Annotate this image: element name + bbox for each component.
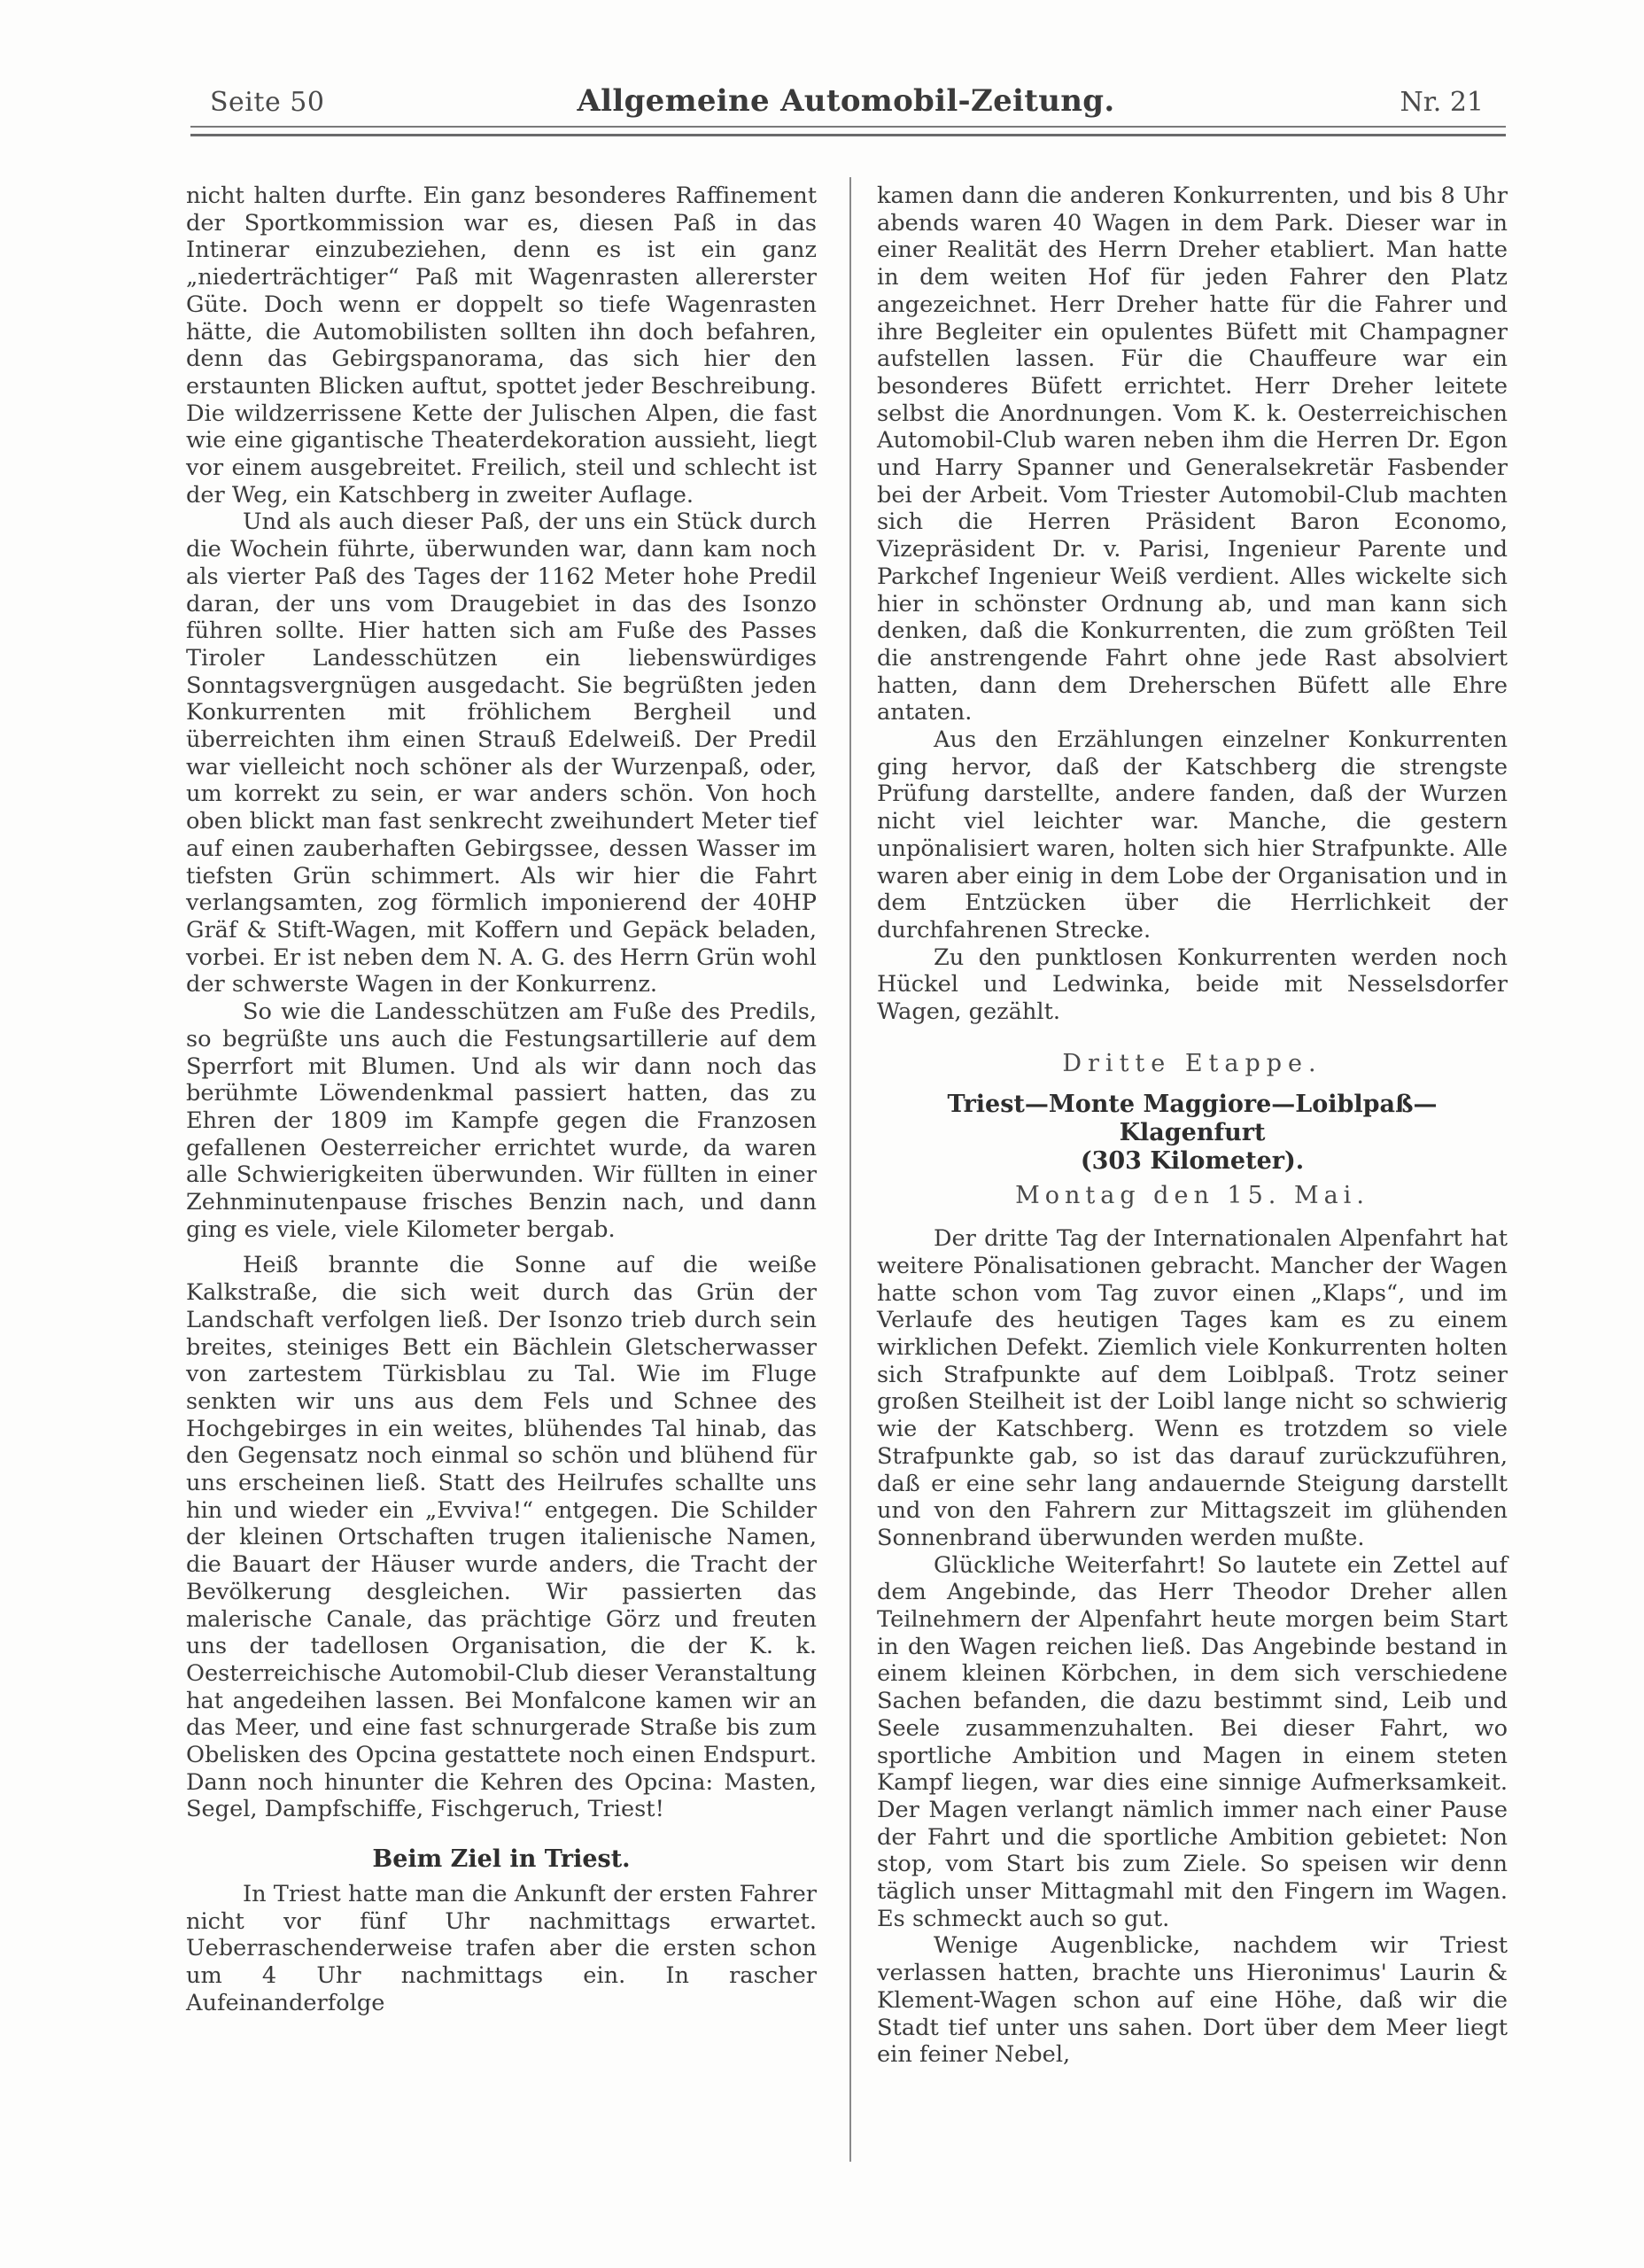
issue-number: Nr. 21 [1400, 87, 1484, 118]
paragraph: Wenige Augenblicke, nachdem wir Triest verlassen hatten, brachte uns Hieronimus' Laurin & Klement-Wagen schon auf eine Höhe, daß wir die Stadt tief unter uns sahen. Dort über dem Meer liegt ein feiner Nebel, [877, 1932, 1508, 2069]
paragraph: Zu den punktlosen Konkurrenten werden noch Hückel und Ledwinka, beide mit Nesselsdorfer Wagen, gezählt. [877, 944, 1508, 1026]
paragraph: Und als auch dieser Paß, der uns ein Stück durch die Wochein führte, überwunden war, dann kam noch als vierter Paß des Tages der 1162 Meter hohe Predil daran, der uns vom Draugebiet in das des Isonzo führen sollte. Hier hatten sich am Fuße des Passes Tiroler Landesschützen ein liebenswürdiges Sonntagsvergnügen ausgedacht. Sie begrüßten jeden Konkurrenten mit fröhlichem Bergheil und überreichten ihm einen Strauß Edelweiß. Der Predil war vielleicht noch schöner als der Wurzenpaß, oder, um korrekt zu sein, er war anders schön. Von hoch oben blickt man fast senkrecht zweihundert Meter tief auf einen zauberhaften Gebirgssee, dessen Wasser im tiefsten Grün schimmert. Als wir hier die Fahrt verlangsamten, zog förmlich imponierend der 40HP Gräf & Stift-Wagen, mit Koffern und Gepäck beladen, vorbei. Er ist neben dem N. A. G. des Herrn Grün wohl der schwerste Wagen in der Konkurrenz. [186, 509, 817, 998]
header-rule-top [190, 126, 1506, 128]
paragraph: nicht halten durfte. Ein ganz besonderes Raffinement der Sportkommission war es, diesen Paß in das Intinerar einzubeziehen, denn es ist ein ganz „niederträchtiger“ Paß mit Wagenrasten allererster Güte. Doch wenn er doppelt so tiefe Wagenrasten hätte, die Automobilisten sollten ihn doch befahren, denn das Gebirgspanorama, das sich hier den erstaunten Blicken auftut, spottet jeder Beschreibung. Die wildzerrissene Kette der Julischen Alpen, die fast wie eine gigantische Theaterdekoration aussieht, liegt vor einem ausgebreitet. Freilich, steil und schlecht ist der Weg, ein Katschberg in zweiter Auflage. [186, 183, 817, 509]
section-heading: Beim Ziel in Triest. [372, 1845, 631, 1874]
stage-heading: Dritte Etappe. [1062, 1049, 1322, 1077]
date-heading: Montag den 15. Mai. [1015, 1181, 1369, 1209]
right-column [877, 183, 1508, 2069]
paragraph: In Triest hatte man die Ankunft der ersten Fahrer nicht vor fünf Uhr nachmittags erwartet. Ueberraschenderweise trafen aber die ersten schon um 4 Uhr nachmittags ein. In rascher Aufeinanderfolge [186, 1880, 817, 2016]
page-number: Seite 50 [210, 87, 325, 118]
paragraph: Der dritte Tag der Internationalen Alpenfahrt hat weitere Pönalisationen gebracht. Mancher der Wagen hatte schon vom Tag zuvor einen „Klaps“, und im Verlaufe des heutigen Tages kam es zu einem wirklichen Defekt. Ziemlich viele Konkurrenten holten sich Strafpunkte auf dem Loiblpaß. Trotz seiner großen Steilheit ist der Loibl lange nicht so schwierig wie der Katschberg. Wenn es trotzdem so viele Strafpunkte gab, so ist das darauf zurückzuführen, daß er eine sehr lang andauernde Steigung darstellt und von den Fahrern zur Mittagszeit im glühenden Sonnenbrand überwunden werden mußte. [877, 1225, 1508, 1551]
route-distance: (303 Kilometer). [1080, 1146, 1305, 1175]
paragraph: Glückliche Weiterfahrt! So lautete ein Zettel auf dem Angebinde, das Herr Theodor Dreher allen Teilnehmern der Alpenfahrt heute morgen beim Start in den Wagen reichen ließ. Das Angebinde bestand in einem kleinen Körbchen, in dem sich verschiedene Sachen befanden, die dazu bestimmt sind, Leib und Seele zusammenzuhalten. Bei dieser Fahrt, wo sportliche Ambition und Magen in einem steten Kampf liegen, war dies eine sinnige Aufmerksamkeit. Der Magen verlangt nämlich immer nach einer Pause der Fahrt und die sportliche Ambition gebietet: Non stop, vom Start bis zum Ziele. So speisen wir denn täglich unser Mittagmahl mit den Fingern im Wagen. Es schmeckt auch so gut. [877, 1551, 1508, 1932]
paragraph: kamen dann die anderen Konkurrenten, und bis 8 Uhr abends waren 40 Wagen in dem Park. Dieser war in einer Realität des Herrn Dreher etabliert. Man hatte in dem weiten Hof für jeden Fahrer den Platz angezeichnet. Herr Dreher hatte für die Fahrer und ihre Begleiter ein opulentes Büfett mit Champagner aufstellen lassen. Für die Chauffeure war ein besonderes Büfett errichtet. Herr Dreher leitete selbst die Anordnungen. Vom K. k. Oesterreichischen Automobil-Club waren neben ihm die Herren Dr. Egon und Harry Spanner und Generalsekretär Fasbender bei der Arbeit. Vom Triester Automobil-Club machten sich die Herren Präsident Baron Economo, Vizepräsident Dr. v. Parisi, Ingenieur Parente und Parkchef Ingenieur Weiß verdient. Alles wickelte sich hier in schönster Ordnung ab, und man kann sich denken, daß die Konkurrenten, die zum größten Teil die anstrengende Fahrt ohne jede Rast absolviert hatten, dann dem Dreherschen Büfett alle Ehre antaten. [877, 183, 1508, 726]
column-divider [849, 177, 851, 2162]
left-column [186, 183, 817, 2016]
paragraph: Heiß brannte die Sonne auf die weiße Kalkstraße, die sich weit durch das Grün der Landschaft verfolgen ließ. Der Isonzo trieb durch sein breites, steiniges Bett ein Bächlein Gletscherwasser von zartestem Türkisblau zu Tal. Wie im Fluge senkten wir uns aus dem Fels und Schnee des Hochgebirges in ein weites, blühendes Tal hinab, das den Gegensatz noch einmal so schön und blühend für uns erscheinen ließ. Statt des Heilrufes schallte uns hin und wieder ein „Evviva!“ entgegen. Die Schilder der kleinen Ortschaften trugen italienische Namen, die Bauart der Häuser wurde anders, die Tracht der Bevölkerung desgleichen. Wir passierten das malerische Canale, das prächtige Görz und freuten uns der tadellosen Organisation, die der K. k. Oesterreichische Automobil-Club dieser Veranstaltung hat angedeihen lassen. Bei Monfalcone kamen wir an das Meer, und eine fast schnurgerade Straße bis zum Obelisken des Opcina gestattete noch einen Endspurt. Dann noch hinunter die Kehren des Opcina: Masten, Segel, Dampfschiffe, Fischgeruch, Triest! [186, 1252, 817, 1823]
route-heading: Triest—Monte Maggiore—Loiblpaß—Klagenfurt [947, 1090, 1438, 1146]
header-rule-bottom [190, 134, 1506, 136]
publication-title: Allgemeine Automobil-Zeitung. [577, 83, 1115, 119]
paragraph: Aus den Erzählungen einzelner Konkurrenten ging hervor, daß der Katschberg die strengste Prüfung darstellte, andere fanden, daß der Wurzen nicht viel leichter war. Manche, die gestern unpönalisiert waren, holten sich hier Strafpunkte. Alle waren aber einig in dem Lobe der Organisation und in dem Entzücken über die Herrlichkeit der durchfahrenen Strecke. [877, 726, 1508, 944]
paragraph: So wie die Landesschützen am Fuße des Predils, so begrüßte uns auch die Festungsartillerie auf dem Sperrfort mit Blumen. Und als wir dann noch das berühmte Löwendenkmal passiert hatten, das zu Ehren der 1809 im Kampfe gegen die Franzosen gefallenen Oesterreicher errichtet wurde, da waren alle Schwierigkeiten überwunden. Wir füllten in einer Zehnminutenpause frisches Benzin nach, und dann ging es viele, viele Kilometer bergab. [186, 998, 817, 1243]
